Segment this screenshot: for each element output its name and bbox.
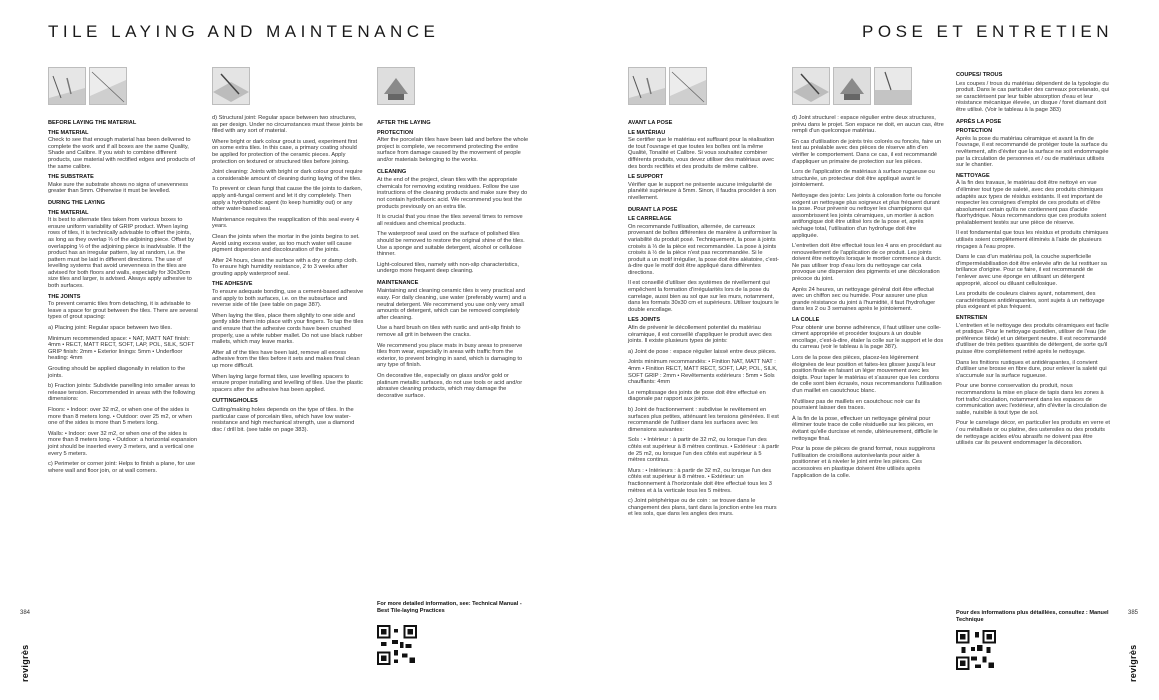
thumbs-adhesive bbox=[212, 67, 250, 105]
section-heading: CUTTING/HOLES bbox=[212, 398, 258, 405]
subsection-heading: LES JOINTS bbox=[628, 317, 661, 324]
paragraph: Vérifier que le support ne présente aucune irrégularité de planéité supérieure à 5mm. Sinon, il faudra procéder à son nivellement. bbox=[628, 181, 776, 201]
paragraph: Pour une bonne conservation du produit, nous recommandons la mise en place de tapis dans les zones à fort trafic/ circulation, notamment dans les espaces de communication avec l'extérieur, afin d'éviter la circulation de sable, nuisible à tout type de sol. bbox=[956, 383, 1107, 416]
subsection-heading: THE JOINTS bbox=[48, 293, 81, 300]
brand-logo: revigrès bbox=[1128, 644, 1138, 682]
paragraph: On recommande l'utilisation, alternée, de carreaux provenant de boîtes différentes de manière à uniformiser la variabilité du produit posé. Techniquement, la pose à joints croisés à ⅓ de la pièce est recommandée. La pose à joints croisés à ½ de la pièce n'est pas recommandée. Si le produit a un motif irrégulier, la pose doit être aléatoire, c'est-à-dire que le motif doit être appliqué dans différentes directions. bbox=[628, 223, 779, 276]
paragraph: Après la pose du matériau céramique et avant la fin de l'ouvrage, il est recommandé de protéger toute la surface du revêtement, afin d'éviter que la surface ne soit endommagée par la circulation de personnes et / ou de matériaux utilisés sur le chantier. bbox=[956, 135, 1109, 169]
paragraph: Après 24 heures, un nettoyage général doit être effectué avec un chiffon sec ou humide. Pour assurer une plus grande résistance du joint à l'humidité, il faut l'hydrofuger dans les 2 ou 3 semaines après le jointoiement. bbox=[792, 286, 936, 313]
tile-floor-illustration-icon bbox=[628, 67, 666, 105]
brand-logo: revigrès bbox=[20, 644, 30, 682]
thumbs-la-colle bbox=[792, 67, 912, 105]
paragraph: En cas d'utilisation de joints très colorés ou foncés, faire un test au préalable avec des pièces de réserve afin d'en vérifier le comportement. Dans ce cas, il est recommandé d'appliquer un primaire de protection sur les pièces. bbox=[792, 138, 942, 165]
paragraph: L'entretien doit être effectué tous les 4 ans en procédant au renouvellement de l'application de ce produit. Les joints doivent être nettoyés lorsque le mortier commence à durcir. Ne pas utiliser trop d'eau lors du nettoyage car cela provoque une dispersion des pigments et une décoloration précoce du joint. bbox=[792, 243, 942, 283]
column-joints-adhesive bbox=[212, 115, 364, 437]
subsection-heading: PROTECTION bbox=[377, 129, 414, 136]
section-heading: DURANT LA POSE bbox=[628, 206, 678, 213]
paragraph: Dans les finitions rustiques et antidérapantes, il convient d'utiliser une brosse en fibre dure, pour enlever la saleté qui s'accumule sur la surface rugueuse. bbox=[956, 359, 1107, 379]
paragraph: Joints minimum recommandés: • Finition NAT, MATT NAT : 4mm • Finition RECT, MATT RECT, SOFT, LAP, POL, SILK, SOFT GRIP : 2mm • Revêtements extérieurs : 5mm • Sols chauffants: 4mm bbox=[628, 359, 778, 386]
tile-floor-illustration-icon bbox=[48, 67, 86, 105]
paragraph: c) Joint périphérique ou de coin : se trouve dans le changement des plans, tant dans la jonction entre les murs et les sols, que dans les angles des murs. bbox=[628, 498, 777, 518]
paragraph: Se certifier que le matériau est suffisant pour la réalisation de tout l'ouvrage et que toutes les boîtes ont la même Qualité, Tonalité et Calibre. Si vous souhaitez combiner différents produits, vous devez utiliser des matériaux avec des bords rectifiés et des produits de même calibre. bbox=[628, 137, 775, 170]
paragraph: Joint cleaning: Joints with bright or dark colour grout require a considerable amount of cleaning during laying of the tiles. bbox=[212, 169, 363, 182]
subsection-heading: LE MATÉRIAU bbox=[628, 129, 666, 136]
paragraph: After 24 hours, clean the surface with a dry or damp cloth. To ensure high humidity resistance, 2 to 3 weeks after grouting apply waterproof seal. bbox=[212, 257, 358, 277]
tile-grout-illustration-icon bbox=[874, 67, 912, 105]
subsection-heading: LE CARRELAGE bbox=[628, 216, 672, 223]
paragraph: Use a hard brush on tiles with rustic and anti-slip finish to remove all grit in between the cracks. bbox=[377, 325, 521, 339]
tile-installation-illustration-icon bbox=[792, 67, 830, 105]
column-before-laying bbox=[48, 115, 198, 478]
right-page bbox=[580, 0, 1159, 700]
tile-cleaning-illustration-icon bbox=[377, 67, 415, 105]
tile-wall-illustration-icon bbox=[669, 67, 707, 105]
paragraph: Pour la pose de pièces de grand format, nous suggérons l'utilisation de croisillons autonivelants pour aider à positionner et à niveler le joint entre les pièces. Ces accessoires en plastique doivent être utilisés après l'application de la colle. bbox=[792, 446, 936, 479]
paragraph: Il est conseillé d'utiliser des systèmes de nivellement qui empêchent la formation d'irrégularités lors de la pose du carrelage, aussi bien au sol que sur les murs, notamment, dans les formats 30x30 cm et supérieurs. Utiliser toujours le double encollage. bbox=[628, 280, 779, 313]
page-number: 384 bbox=[20, 610, 31, 616]
section-heading: MAINTENANCE bbox=[377, 279, 419, 286]
section-heading: CLEANING bbox=[377, 168, 407, 175]
tile-wall-illustration-icon bbox=[89, 67, 127, 105]
section-heading: APRÈS LA POSE bbox=[956, 118, 1002, 125]
paragraph: Pour obtenir une bonne adhérence, il faut utiliser une colle-ciment appropriée et procéder toujours à un double encollage, c'est-à-dire, étaler la colle sur le support et le dos du carreau (voir le tableau à la page 387). bbox=[792, 324, 944, 351]
subsection-heading: THE ADHESIVE bbox=[212, 281, 253, 288]
paragraph: Walls: • Indoor: over 32 m2, or when one of the sides is more than 8 meters long. • Outdoor: a horizontal expansion joint should be inserted every 3 meters, and a vertical one every 5 meters. bbox=[48, 430, 198, 457]
paragraph: Dans le cas d'un matériau poli, la couche superficielle d'imperméabilisation doit être enlevée afin de lui restituer sa brillance d'origine. Pour ce faire, il est recommandé de l'enlever avec une éponge en utilisant un détergent approprié, alcool ou diluant cellulosique. bbox=[956, 254, 1107, 287]
paragraph: On decorative tile, especially on glass and/or gold or platinum metallic surfaces, do not use tools or acid and/or abrasive cleaning products, which may damage the decorative surface. bbox=[377, 373, 523, 399]
subsection-heading: NETTOYAGE bbox=[956, 172, 990, 179]
paragraph: Light-coloured tiles, namely with non-slip characteristics, undergo more frequent deep cleaning. bbox=[377, 261, 519, 275]
paragraph: It is best to alternate tiles taken from various boxes to ensure uniform variability of GRIP product. When laying rows of tiles, it is technically advisable to offset the joints, as long as they overlap ⅓ of the adjoining piece. Offset by overlapping ½ of the adjoining piece is inadvisable. If the product has an irregular pattern, lay at random, i.e. the pattern must be laid in different directions. The use of levelling systems that avoid unevenness in the tiles are advised for both floors and walls, especially for 30x30cm size tiles and larger, is advised. Always apply adhesive to both surfaces. bbox=[48, 217, 194, 290]
tile-cleaning-illustration-icon bbox=[833, 67, 871, 105]
paragraph: Lors de la pose des pièces, placez-les légèrement éloignées de leur position et faites-les glisser jusqu'à leur position finale en faisant un léger mouvement avec les doigts. Pour taper le matériau et s'assurer que les cordons de colle sont bien écrasés, nous recommandons l'utilisation d'un maillet en caoutchouc blanc. bbox=[792, 355, 942, 394]
paragraph: L'entretien et le nettoyage des produits céramiques est facile et pratique. Pour le nettoyage quotidien, utiliser de l'eau (de préférence tiède) et un détergent neutre. Il est recommandé d'utiliser de très petites quantités de détergent, de sorte qu'il puisse être complètement retiré après le nettoyage. bbox=[956, 322, 1109, 355]
section-heading: COUPES/ TROUS bbox=[956, 72, 1003, 78]
paragraph: Il est fondamental que tous les résidus et produits chimiques utilisés soient complètement éliminés à l'aide de plusieurs rinçages à l'eau propre. bbox=[956, 230, 1109, 250]
paragraph: Where bright or dark colour grout is used, experiment first on some extra tiles. In this case, a primary coating should be applied for protection of the ceramic pieces. Apply protection on textured or structured tiles before joining. bbox=[212, 138, 358, 165]
paragraph: b) Fraction joints: Subdivide panelling into smaller areas to release tension. Recommended in areas with the following dimensions: bbox=[48, 383, 196, 403]
paragraph: When laying the tiles, place them slightly to one side and gently slide them into place with your fingers. To tap the tiles and ensure that the adhesive cords have been crushed properly, use a white rubber mallet. Do not use black rubber mallets, which may leave marks. bbox=[212, 312, 364, 346]
paragraph: Les produits de couleurs claires ayant, notamment, des caractéristiques antidérapantes, sont sujets à un nettoyage plus exigeant et plus fréquent. bbox=[956, 291, 1105, 311]
thumbs-before-laying bbox=[48, 67, 127, 105]
paragraph: After the porcelain tiles have been laid and before the whole project is complete, we recommend protecting the entire surface from damage caused by the movement of people and/or materials belonging to the works. bbox=[377, 137, 529, 163]
paragraph: Clean the joints when the mortar in the joints begins to set. Avoid using excess water, as too much water will cause pigment dispersion and discolouration of the joints. bbox=[212, 233, 360, 254]
page-title-fr: POSE ET ENTRETIEN bbox=[862, 22, 1113, 41]
paragraph: a) Placing joint: Regular space between two tiles. bbox=[48, 325, 172, 332]
footer-reference: For more detailed information, see: Technical Manual - Best Tile-laying Practices bbox=[377, 601, 522, 614]
paragraph: Check to see that enough material has been delivered to complete the work and if all boxes are the same Quality, Shade and Calibre. If you wish to combine different products, use material with rectified edges and products of the same calibre. bbox=[48, 137, 196, 170]
paragraph: Afin de prévenir le décollement potentiel du matériau céramique, il est conseillé d'appliquer le produit avec des joints. Il existe plusieurs types de joints: bbox=[628, 325, 772, 345]
paragraph: Floors: • Indoor: over 32 m2, or when one of the sides is more than 8 meters long. • Outdoor: over 25 m2, or when one of the sides is more than 5 meters long. bbox=[48, 406, 192, 427]
left-page bbox=[0, 0, 579, 700]
column-after-laying bbox=[377, 115, 529, 403]
column-apres-la-pose bbox=[956, 67, 1110, 451]
subsection-heading: LE SUPPORT bbox=[628, 174, 664, 181]
paragraph: Pour le carrelage décor, en particulier les produits en verre et / ou métallisés or ou platine, des ustensiles ou des produits de nettoyage acides et/ou abrasifs ne doivent pas être utilisés car ils peuvent endommager la décoration. bbox=[956, 420, 1110, 447]
paragraph: Le remplissage des joints de pose doit être effectué en diagonale par rapport aux joints. bbox=[628, 389, 766, 403]
paragraph: Les coupes / trous du matériau dépendent de la typologie du produit. Dans le cas particulier des carreaux porcelanato, qui se caractérisent par leur faible absorption d'eau et leur résistance mécanique élevée, un disque / foret diamant doit être utilisé. (Voir le tableau à la page 383) bbox=[956, 80, 1110, 113]
paragraph: After all of the tiles have been laid, remove all excess adhesive from the tiles before it sets and makes final clean up more difficult. bbox=[212, 349, 360, 369]
paragraph: Grouting should be applied diagonally in relation to the joints. bbox=[48, 366, 186, 379]
qr-code-icon[interactable] bbox=[956, 630, 996, 670]
paragraph: At the end of the project, clean tiles with the appropriate chemicals for removing existing residues. Follow the use instructions of the cleaning products and make sure they do not contain hydrofluoric acid. We recommend you test the products previously on an extra tile. bbox=[377, 177, 528, 210]
paragraph: À la fin des travaux, le matériau doit être nettoyé en vue d'éliminer tout type de saleté, avec des produits chimiques adaptés aux types de résidus existants. Il est important de respecter les consignes d'emploi de ces produits et d'être absolument certain qu'ils ne contiennent pas d'acide fluorhydrique. Nous recommandons que ces produits soient préalablement testés sur une pièce de réserve. bbox=[956, 180, 1107, 226]
paragraph: It is crucial that you rinse the tiles several times to remove all residues and chemical products. bbox=[377, 214, 523, 227]
paragraph: Maintaining and cleaning ceramic tiles is very practical and easy. For daily cleaning, use water (preferably warm) and a neutral detergent. We recommend you use only very small amounts of detergent, which can be removed completely after cleaning. bbox=[377, 288, 527, 321]
paragraph: To prevent or clean fungi that cause the tile joints to darken, apply anti-fungal cement and let it dry completely. Then apply a hydrophobic agent (to keep humidity out) or any other water-based seal. bbox=[212, 186, 363, 213]
thumbs-avant-la-pose bbox=[628, 67, 707, 105]
page-number: 385 bbox=[1128, 610, 1139, 616]
paragraph: Maintenance requires the reapplication of this seal every 4 years. bbox=[212, 216, 360, 230]
column-avant-la-pose bbox=[628, 115, 780, 522]
paragraph: To prevent ceramic tiles from detaching, it is advisable to leave a space for grout between the tiles. There are several types of grout spacing: bbox=[48, 301, 198, 321]
paragraph: Sols : • Intérieur : à partir de 32 m2, ou lorsque l'un des côtés est supérieur à 8 mètres continus. • Extérieur : à partir de 25 m2, ou lorsque l'un des côtés est supérieur à 5 mètres continus. bbox=[628, 437, 780, 464]
paragraph: d) Joint structurel : espace régulier entre deux structures, prévu dans le projet. Son espace ne doit, en aucun cas, être rempli d'un quelconque matériau. bbox=[792, 115, 944, 135]
paragraph: Nettoyage des joints: Les joints à coloration forte ou foncée exigent un nettoyage plus soigneux et plus fréquent durant la pose. Pour prévenir ou nettoyer les champignons qui assombrissent les joints céramiques, un mortier à action antifongique doit être utilisé lors de la pose et, après séchage total, l'utilisation d'un hydrofuge doit être appliquée. bbox=[792, 192, 942, 239]
thumbs-after-laying bbox=[377, 67, 415, 105]
section-heading: AFTER THE LAYING bbox=[377, 120, 431, 126]
subsection-heading: ENTRETIEN bbox=[956, 315, 988, 321]
paragraph: Cutting/making holes depends on the type of tiles. In the particular case of porcelain tiles, which have low water-resistance and high mechanical strength, use a diamond disc / drill bit. (see table on page 383). bbox=[212, 406, 355, 433]
section-heading: BEFORE LAYING THE MATERIAL bbox=[48, 120, 137, 126]
paragraph: When laying large format tiles, use levelling spacers to ensure proper installing and levelling of tiles. Use the plastic spacers after the adhesive has been applied. bbox=[212, 373, 363, 393]
paragraph: c) Perimeter or corner joint: Helps to finish a plane, for use where wall and floor join, or at wall corners. bbox=[48, 461, 195, 474]
qr-code-icon[interactable] bbox=[377, 625, 417, 665]
subsection-heading: THE MATERIAL bbox=[48, 209, 89, 216]
paragraph: Minimum recommended space: • NAT, MATT NAT finish: 4mm • RECT, MATT RECT, SOFT, LAP, POL, SILK, SOFT GRIP finish: 2mm • Exterior linings: 5mm • Underfloor heating: 4mm bbox=[48, 335, 195, 362]
paragraph: Lors de l'application de matériaux à surface rugueuse ou structurée, un protecteur doit être appliqué avant le jointoiement. bbox=[792, 169, 935, 189]
section-heading: DURING THE LAYING bbox=[48, 199, 105, 206]
paragraph: Make sure the substrate shows no signs of unevenness greater than 5mm. Otherwise it must be levelled. bbox=[48, 181, 189, 195]
paragraph: b) Joint de fractionnement : subdivise le revêtement en surfaces plus petites, atténuant les tensions générées. Il est recommandé de l'utiliser dans les surfaces avec les dimensions suivantes: bbox=[628, 406, 779, 433]
paragraph: The waterproof seal used on the surface of polished tiles should be removed to restore the original shine of the tiles. Use a sponge and suitable detergent, alcohol or cellulose thinner. bbox=[377, 231, 525, 258]
subsection-heading: LA COLLE bbox=[792, 317, 820, 324]
paragraph: a) Joint de pose : espace régulier laissé entre deux pièces. bbox=[628, 348, 777, 355]
paragraph: À la fin de la pose, effectuer un nettoyage général pour éliminer toute trace de colle résiduelle sur les pièces, en évitant qu'elle durcisse et rende, ultérieurement, difficile le nettoyage final. bbox=[792, 415, 938, 442]
subsection-heading: PROTECTION bbox=[956, 128, 993, 135]
page-title-en: TILE LAYING AND MAINTENANCE bbox=[48, 22, 440, 41]
paragraph: N'utilisez pas de maillets en caoutchouc noir car ils pourraient laisser des traces. bbox=[792, 398, 921, 412]
section-heading: AVANT LA POSE bbox=[628, 120, 673, 126]
paragraph: We recommend you place mats in busy areas to preserve tiles from wear, especially in areas with traffic from the exterior, to prevent bringing in sand, which is damaging to any type of finish. bbox=[377, 342, 523, 369]
paragraph: Murs : • Intérieurs : à partir de 32 m2, ou lorsque l'un des côtés est supérieur à 8 mètres. • Extérieur: un fractionnement à l'horizontale doit être effectué tous les 3 mètres et à la verticale tous les 5 mètres. bbox=[628, 467, 772, 494]
tile-installation-illustration-icon bbox=[212, 67, 250, 105]
paragraph: To ensure adequate bonding, use a cement-based adhesive and apply to both surfaces, i.e. on the subsurface and reverse side of tile (see table on page 387). bbox=[212, 289, 364, 309]
footer-reference: Pour des informations plus détaillées, consultez : Manuel Technique bbox=[956, 610, 1109, 623]
subsection-heading: THE SUBSTRATE bbox=[48, 174, 94, 181]
subsection-heading: THE MATERIAL bbox=[48, 129, 89, 136]
column-joints-colle bbox=[792, 115, 944, 483]
paragraph: d) Structural joint: Regular space between two structures, as per design. Under no circumstances must these joints be filled with any sort of material. bbox=[212, 115, 363, 135]
